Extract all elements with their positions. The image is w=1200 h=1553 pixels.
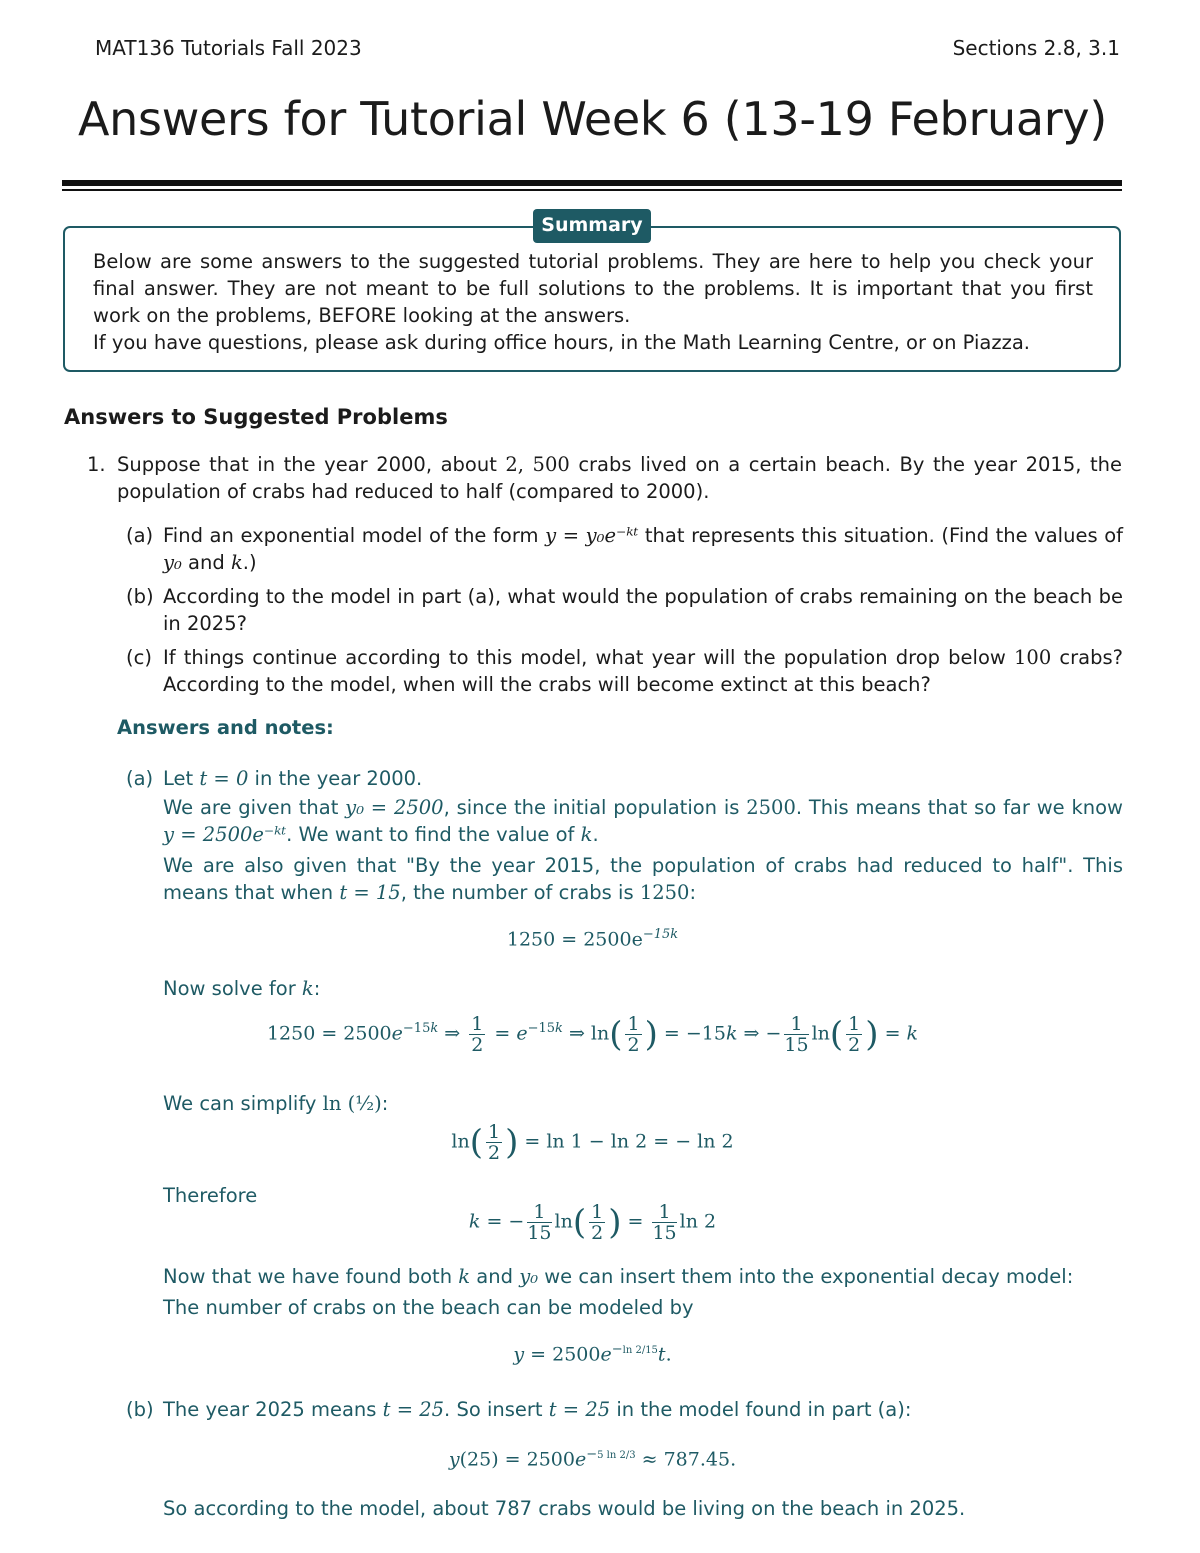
sections-header: Sections 2.8, 3.1 bbox=[952, 36, 1120, 60]
title-rule-thin bbox=[62, 189, 1122, 191]
answer-a-label: (a) bbox=[126, 767, 154, 790]
part-b-label: (b) bbox=[126, 585, 154, 608]
equation-k-result: k = − $\frac{1}{15}$ ln( $\frac{1}{2}$ ) = $\frac{1}{15}$ ln 2 bbox=[468, 1201, 717, 1244]
summary-text bbox=[93, 248, 1093, 356]
problem-number: 1. bbox=[87, 453, 106, 476]
part-c-text: If things continue according to this model, what year will the population drop below 100 crabs? According to the model, when will the crabs will become extinct at this beach? bbox=[163, 646, 1123, 696]
equation-solve-k: $1250 = 2500e^{-15k}$ ⇒ $\frac{1}{2}$ = $e^{-15k}$ ⇒ ln( $\frac{1}{2}$ ) = −15k ⇒ − $\frac{1}{15}$ ln( $\frac{1}{2}$ ) = k bbox=[266, 1013, 919, 1056]
summary-line2: If you have questions, please ask during office hours, in the Math Learning Centre, or on Piazza. bbox=[93, 331, 1030, 354]
equation-1250: $1250 = 2500e^{-15k}$ bbox=[506, 927, 679, 951]
problem-value: 2, 500 bbox=[505, 453, 570, 476]
equation-model: $y = 2500e^{-ln 2/15}t$. bbox=[513, 1342, 672, 1366]
page-title: Answers for Tutorial Week 6 (13-19 February) bbox=[78, 92, 1107, 146]
answer-a-line3: We are also given that "By the year 2015, the population of crabs had reduced to half". This means that when t = 15, the number of crabs is 1250: bbox=[163, 854, 1123, 904]
answer-a-line1: Let t = 0 in the year 2000. bbox=[163, 767, 423, 790]
title-rule-thick bbox=[62, 180, 1122, 186]
answer-b-line: The year 2025 means t = 25. So insert t = 25 in the model found in part (a): bbox=[163, 1398, 912, 1421]
therefore: Therefore bbox=[163, 1184, 258, 1207]
answer-a-line2: We are given that y₀ = 2500, since the initial population is 2500. This means that so far we know y = 2500e⁻ᵏᵗ. We want to find the value of k. bbox=[163, 796, 1123, 846]
equation-2025: $y(25) = 2500e^{-5 ln 2/3} \approx 787.45$. bbox=[448, 1447, 737, 1471]
section-title: Answers to Suggested Problems bbox=[64, 405, 448, 429]
part-b-text: According to the model in part (a), what would the population of crabs remaining on the beach be in 2025? bbox=[163, 585, 1123, 635]
answer-b-label: (b) bbox=[126, 1398, 154, 1421]
problem-text: Suppose that in the year 2000, about 2, 500 crabs lived on a certain beach. By the year 2015, the population of crabs had reduced to half (compared to 2000). bbox=[117, 453, 1122, 503]
summary-tag: Summary bbox=[533, 209, 651, 243]
answers-heading: Answers and notes: bbox=[117, 716, 334, 739]
simplify-line: We can simplify ln (½): bbox=[163, 1092, 389, 1115]
part-c-label: (c) bbox=[126, 646, 152, 669]
solve-for-k: Now solve for k: bbox=[163, 977, 321, 1000]
equation-ln-half: ln( $\frac{1}{2}$ ) = ln 1 − ln 2 = − ln 2 bbox=[451, 1121, 734, 1164]
summary-line1: Below are some answers to the suggested tutorial problems. They are here to help you check your final answer. They are not meant to be full solutions to the problems. It is important that you first work on the problems, BEFORE looking at the answers. bbox=[93, 250, 1093, 327]
part-a-label: (a) bbox=[126, 524, 154, 547]
modeled-line: The number of crabs on the beach can be modeled by bbox=[163, 1296, 694, 1319]
answer-b-conclusion: So according to the model, about 787 crabs would be living on the beach in 2025. bbox=[163, 1497, 966, 1520]
part-a-text: Find an exponential model of the form y = y₀e⁻ᵏᵗ that represents this situation. (Find the values of y₀ and k.) bbox=[163, 524, 1123, 574]
course-header: MAT136 Tutorials Fall 2023 bbox=[95, 36, 362, 60]
found-line: Now that we have found both k and y₀ we can insert them into the exponential decay model: bbox=[163, 1265, 1074, 1288]
